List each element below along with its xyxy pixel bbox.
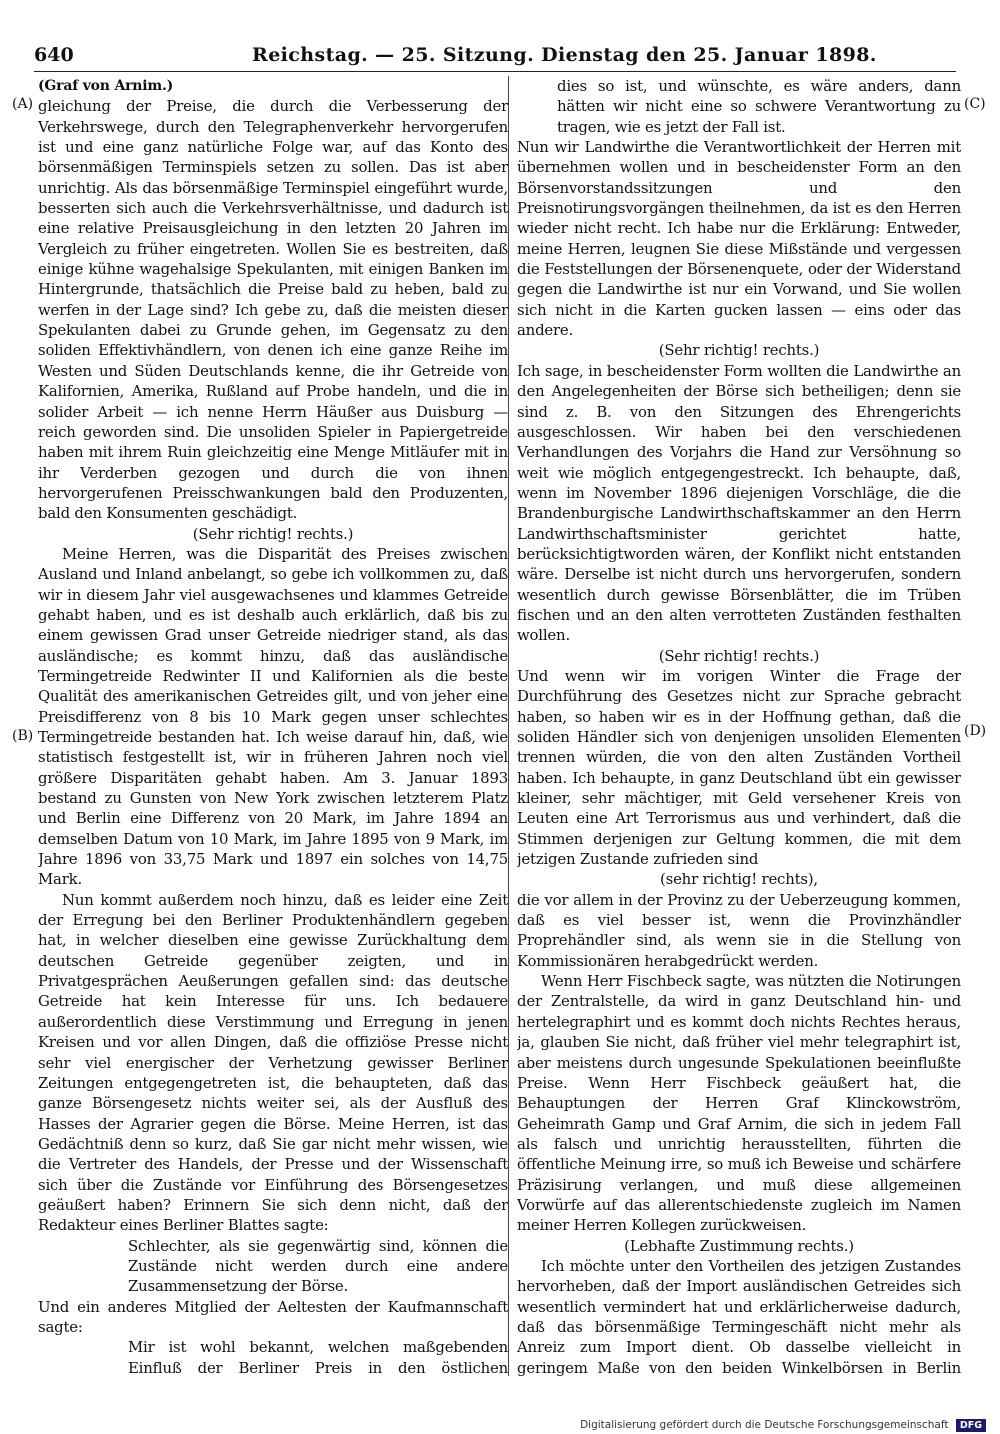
reaction: (Sehr richtig! rechts.)	[192, 524, 354, 543]
credit-text: Digitalisierung gefördert durch die Deutsche Forschungsgemeinschaft	[580, 1419, 949, 1431]
paragraph: Und wenn wir im vorigen Winter die Frage der Durchführung des Gesetzes nicht zur Sprache gebracht haben, so haben wir es in der Hoffnung gethan, daß die soliden Händler sich von denjenigen unsoliden Elementen trennen würden, die von den alten Zuständen Vortheil haben. Ich behaupte, in ganz Deutschland übt ein gewisser kleiner, sehr mächtiger, mit Geld versehener Kreis von Leuten eine Art Terrorismus aus und verhindert, daß die Stimmen derjenigen zur Geltung kommen, die mit dem jetzigen Zustande zufrieden sind	[517, 666, 961, 869]
page-header	[34, 44, 877, 70]
digitization-credit	[580, 1419, 986, 1432]
column-divider	[508, 76, 509, 1376]
paragraph: Wenn Herr Fischbeck sagte, was nützten die Notirungen der Zentralstelle, da wird in ganz Deutschland hin- und hertelegraphirt und es kommt doch nichts Rechtes heraus, ja, glauben Sie nicht, daß früher viel mehr telegraphirt ist, aber meistens durch ungesunde Spekulationen beeinflußte Preise. Wenn Herr Fischbeck geäußert hat, die Behauptungen der Herren Graf Klinckowström, Geheimrath Gamp und Graf Arnim, die sich in jedem Fall als falsch und unrichtig herausstellten, führten die öffentliche Meinung irre, so muß ich Beweise und schärfere Präzisirung verlangen, und muß diese allgemeinen Vorwürfe auf das allerentschiedenste zugleich im Namen meiner Herren Kollegen zurückweisen.	[517, 972, 961, 1235]
speaker-label: (Graf von Arnim.)	[38, 78, 174, 94]
reaction: (Lebhafte Zustimmung rechts.)	[624, 1236, 854, 1255]
running-head: Reichstag. — 25. Sitzung. Dienstag den 25. Januar 1898.	[252, 44, 877, 66]
margin-marker-a: (A)	[12, 96, 34, 112]
reaction: (Sehr richtig! rechts.)	[658, 646, 820, 665]
paragraph: Nun kommt außerdem noch hinzu, daß es leider eine Zeit der Erregung bei den Berliner Produktenhändlern gegeben hat, in welcher dieselben eine gewisse Zurückhaltung dem deutschen Getreide gegenüber zeigten, und in Privatgesprächen Aeußerungen gefallen sind: das deutsche Getreide hat kein Interesse für uns. Ich bedauere außerordentlich diese Verstimmung und Erregung in jenen Kreisen und vor allen Dingen, daß die offiziöse Presse nicht sehr viel energischer der Verhetzung gewisser Berliner Zeitungen entgegengetreten ist, die behaupteten, daß das ganze Börsengesetz nichts weiter sei, als der Ausfluß des Hasses der Agrarier gegen die Börse. Meine Herren, ist das Gedächtniß denn so kurz, daß Sie gar nicht mehr wissen, wie die Vertreter des Handels, der Presse und der Wissenschaft sich über die Zustände vor Einführung des Börsengesetzes geäußert haben? Erinnern Sie sich denn nicht, daß der Redakteur eines Berliner Blattes sagte:	[38, 890, 508, 1235]
block-quote: Mir ist wohl bekannt, welchen maßgebenden Einfluß der Berliner Preis in den östlichen	[128, 1338, 508, 1376]
paragraph: Und ein anderes Mitglied der Aeltesten der Kaufmannschaft sagte:	[38, 1297, 508, 1336]
reaction: (sehr richtig! rechts),	[660, 870, 818, 889]
margin-marker-d: (D)	[964, 723, 987, 739]
header-rule	[34, 71, 956, 72]
paragraph: Nun wir Landwirthe die Verantwortlichkeit der Herren mit übernehmen wollen und in bescheidenster Form an den Börsenvorstandssitzungen und den Preisnotirungsvorgängen theilnehmen, da ist es den Herren wieder nicht recht. Ich habe nur die Erklärung: Entweder, meine Herren, leugnen Sie diese Mißstände und vergessen die Feststellungen der Börsenenquete, oder der Widerstand gegen die Landwirthe ist nur ein Vorwand, und Sie wollen sich nicht in die Karten gucken lassen — eins oder das andere.	[517, 138, 961, 340]
left-column	[38, 76, 508, 1376]
paragraph: gleichung der Preise, die durch die Verbesserung der Verkehrswege, durch den Telegraphenverkehr hervorgerufen ist und eine ganz natürliche Folge war, auf das Konto des börsenmäßigen Terminspiels setzen zu sollen. Das ist aber unrichtig. Als das börsenmäßige Terminspiel eingeführt wurde, besserten sich auch die Verkehrsverhältnisse, und dadurch ist eine relative Preisausgleichung in den letzten 20 Jahren im Vergleich zu früher eingetreten. Wollen Sie es bestreiten, daß einige kühne wagehalsige Spekulanten, mit einigen Banken im Hintergrunde, thatsächlich die Preise bald zu heben, bald zu werfen in der Lage sind? Ich gebe zu, daß die meisten dieser Spekulanten dabei zu Grunde gehen, im Gegensatz zu den soliden Effektivhändlern, von denen ich eine ganze Reihe im Westen und Süden Deutschlands kenne, die ihr Getreide von Kalifornien, Amerika, Rußland auf Probe handeln, und die in solider Arbeit — ich nenne Herrn Häußer aus Duisburg — reich geworden sind. Die unsoliden Spieler in Papiergetreide haben mit ihrem Ruin gleichzeitig eine Menge Mitläufer mit in ihr Verderben gezogen und durch die von ihnen hervorgerufenen Preisschwankungen bald den Produzenten, bald den Konsumenten geschädigt.	[38, 97, 508, 523]
margin-marker-c: (C)	[964, 96, 986, 112]
dfg-logo: DFG	[956, 1419, 986, 1432]
block-quote-continued: dies so ist, und wünschte, es wäre anders, dann hätten wir nicht eine so schwere Verantwortung zu tragen, wie es jetzt der Fall ist.	[557, 77, 961, 136]
margin-marker-b: (B)	[12, 728, 34, 744]
page-number: 640	[34, 44, 74, 66]
paragraph: Ich möchte unter den Vortheilen des jetzigen Zustandes hervorheben, daß der Import ausländischen Getreides sich wesentlich vermindert hat und erklärlicherweise dadurch, daß das börsenmäßige Termingeschäft nicht mehr als Anreiz zum Import dient. Ob dasselbe vielleicht in geringem Maße von den beiden Winkelbörsen in Berlin	[517, 1256, 961, 1376]
right-column	[517, 76, 961, 1376]
reaction: (Sehr richtig! rechts.)	[658, 341, 820, 360]
paragraph: die vor allem in der Provinz zu der Ueberzeugung kommen, daß es viel besser ist, wenn die Provinzhändler Proprehändler sind, als wenn sie in die Stellung von Kommissionären herabgedrückt werden.	[517, 890, 961, 970]
paragraph: Ich sage, in bescheidenster Form wollten die Landwirthe an den Angelegenheiten der Börse sich betheiligen; denn sie sind z. B. von den Sitzungen des Ehrengerichts ausgeschlossen. Wir haben bei den verschiedenen Verhandlungen des Vorjahrs die Hand zur Versöhnung so weit wie möglich entgegengestreckt. Ich behaupte, daß, wenn im November 1896 diejenigen Vorschläge, die die Brandenburgische Landwirthschaftskammer an den Herrn Landwirthschaftsminister gerichtet hatte, berücksichtigtworden wären, der Konflikt nicht entstanden wäre. Derselbe ist nicht durch uns hervorgerufen, sondern wesentlich durch gewisse Börsenblätter, die im Trüben fischen und an den alten verrotteten Zuständen festhalten wollen.	[517, 361, 961, 645]
block-quote: Schlechter, als sie gegenwärtig sind, können die Zustände nicht werden durch eine andere Zusammensetzung der Börse.	[128, 1236, 508, 1296]
paragraph: Meine Herren, was die Disparität des Preises zwischen Ausland und Inland anbelangt, so gebe ich vollkommen zu, daß wir in diesem Jahr viel ausgewachsenes und klammes Getreide gehabt haben, und es ist deshalb auch erklärlich, daß bis zu einem gewissen Grad unser Getreide niedriger stand, als das ausländische; es kommt hinzu, daß das ausländische Termingetreide Redwinter II und Kalifornien als die beste Qualität des amerikanischen Getreides gilt, und von jeher eine Preisdifferenz von 8 bis 10 Mark gegen unser schlechtes Termingetreide bestanden hat. Ich weise darauf hin, daß, wie statistisch festgestellt ist, wir in früheren Jahren noch viel größere Disparitäten gehabt haben. Am 3. Januar 1893 bestand zu Gunsten von New York zwischen letzterem Platz und Berlin eine Differenz von 20 Mark, im Jahre 1894 an demselben Datum von 10 Mark, im Jahre 1895 von 9 Mark, im Jahre 1896 von 33,75 Mark und 1897 ein solches von 14,75 Mark.	[38, 544, 508, 889]
